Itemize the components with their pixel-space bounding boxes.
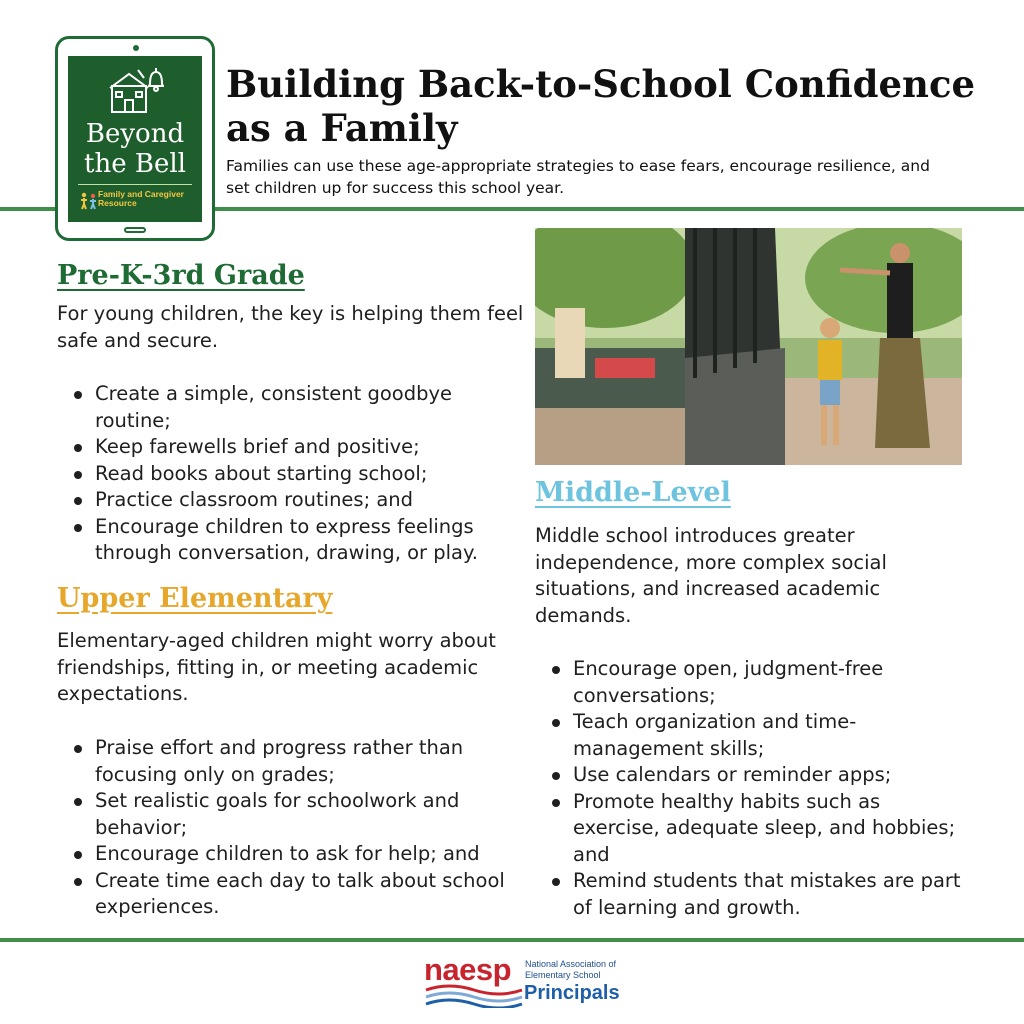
section-intro-upper: Elementary-aged children might worry about friendships, fitting in, or meeting academic expectations.	[57, 629, 496, 705]
section-heading-prek: Pre-K-3rd Grade	[57, 260, 305, 291]
tablet-camera	[133, 45, 139, 51]
logo-divider	[78, 184, 192, 185]
naesp-logo	[424, 954, 634, 1008]
bullet-list-upper	[57, 735, 527, 921]
tablet-home-button	[124, 227, 146, 233]
naesp-principals: Principals	[524, 982, 620, 1004]
page-title: Building Back-to-School Confidence as a Family	[226, 62, 976, 150]
list-item: Encourage children to ask for help; and	[57, 841, 527, 868]
logo-word-the-bell: the Bell	[84, 149, 186, 179]
list-item: Praise effort and progress rather than focusing only on grades;	[57, 735, 527, 788]
list-item: Encourage children to express feelings through conversation, drawing, or play.	[57, 514, 527, 567]
logo-tagline: Family and Caregiver Resource	[98, 189, 184, 208]
naesp-org-name: National Association of Elementary School	[525, 959, 617, 980]
school-bell-icon	[108, 64, 164, 116]
list-item: Teach organization and time-management skills;	[535, 709, 965, 762]
list-item: Read books about starting school;	[57, 461, 527, 488]
list-item: Remind students that mistakes are part of learning and growth.	[535, 868, 965, 921]
section-heading-upper: Upper Elementary	[57, 583, 333, 614]
list-item: Set realistic goals for schoolwork and behavior;	[57, 788, 527, 841]
list-item: Keep farewells brief and positive;	[57, 434, 527, 461]
page-subtitle: Families can use these age-appropriate strategies to ease fears, encourage resilience, and set children up for success this school year.	[226, 157, 930, 197]
list-item: Practice classroom routines; and	[57, 487, 527, 514]
section-intro-prek: For young children, the key is helping them feel safe and secure.	[57, 302, 524, 352]
logo-word-beyond: Beyond	[85, 119, 185, 149]
naesp-wordmark: naesp	[424, 952, 512, 987]
footer-divider	[0, 938, 1024, 942]
naesp-waves-icon	[424, 984, 524, 1008]
list-item: Use calendars or reminder apps;	[535, 762, 965, 789]
parent-child-photo	[535, 228, 962, 465]
bullet-list-middle	[535, 656, 965, 921]
beyond-the-bell-logo	[55, 36, 215, 241]
list-item: Promote healthy habits such as exercise, adequate sleep, and hobbies; and	[535, 789, 965, 869]
list-item: Encourage open, judgment-free conversations;	[535, 656, 965, 709]
list-item: Create a simple, consistent goodbye routine;	[57, 381, 527, 434]
section-heading-middle: Middle-Level	[535, 477, 731, 508]
logo-screen	[68, 56, 202, 222]
section-intro-middle: Middle school introduces greater independence, more complex social situations, and increased academic demands.	[535, 524, 887, 627]
list-item: Create time each day to talk about school experiences.	[57, 868, 527, 921]
children-icon	[80, 192, 98, 210]
bullet-list-prek	[57, 381, 527, 567]
photo-illustration	[535, 228, 962, 465]
